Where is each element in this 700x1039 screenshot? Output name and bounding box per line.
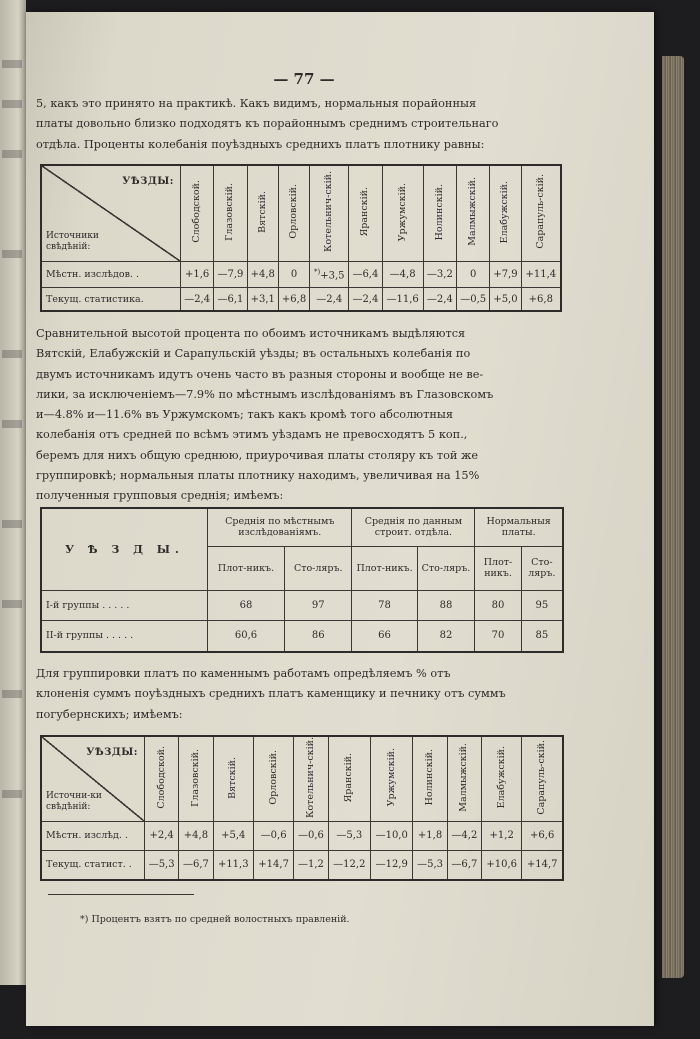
table-cell: —4,2 (447, 821, 481, 850)
table-cell: *)+3,5 (310, 261, 349, 288)
text-line: платы довольно близко подходятъ къ порайоннымъ среднимъ строительнаго (36, 117, 499, 131)
subcolumn-header: Плот-никъ. (208, 546, 285, 590)
table-cell: +2,4 (145, 821, 179, 850)
column-header: Нолинскій. (423, 165, 456, 261)
table-cell: 82 (417, 620, 475, 652)
column-header: Сарапуль-скій. (522, 736, 563, 821)
table-cell: —2,4 (423, 288, 456, 311)
column-header: Малмыжскій. (457, 165, 490, 261)
table-cell: +14,7 (253, 850, 293, 880)
table-cell: 80 (475, 590, 521, 620)
table-cell: +6,8 (521, 288, 561, 311)
table-cell: +1,8 (413, 821, 447, 850)
table-cell: —2,4 (349, 288, 382, 311)
column-header: Малмыжскій. (447, 736, 481, 821)
table-cell: +11,4 (521, 261, 561, 288)
table-cell: —5,3 (145, 850, 179, 880)
table-cell: —12,2 (328, 850, 370, 880)
column-header: Нолинскій. (413, 736, 447, 821)
column-header: Глазовскій. (179, 736, 213, 821)
text-line: Вятскій, Елабужскій и Сарапульскій уѣзды; въ остальныхъ колебанія по (36, 347, 471, 361)
table-cell: —6,7 (179, 850, 213, 880)
text-line: Для группировки платъ по каменнымъ работамъ опредѣляемъ % отъ (36, 667, 451, 680)
column-header: Вятскій. (213, 736, 253, 821)
table-row (41, 850, 563, 880)
column-header: Слободской. (181, 165, 214, 261)
table-cell: +1,6 (181, 261, 214, 288)
paragraph-stonework (36, 664, 564, 725)
group-header: Среднія по мѣстнымъ изслѣдованіямъ. (208, 508, 352, 546)
left-page-edge (0, 0, 26, 985)
table-cell: —6,4 (349, 261, 382, 288)
table-cell: 0 (457, 261, 490, 288)
column-header: Орловскій. (278, 165, 309, 261)
table-cell: 95 (521, 590, 563, 620)
page-number: — 77 — (273, 70, 335, 88)
table-cell: —11,6 (382, 288, 423, 311)
table-cell: +6,6 (522, 821, 563, 850)
column-header: Уржумскій. (371, 736, 413, 821)
column-header: Слободской. (145, 736, 179, 821)
corner-top-label: УѢЗДЫ: (122, 176, 174, 187)
table-cell: —4,8 (382, 261, 423, 288)
table-cell: +5,0 (490, 288, 521, 311)
subcolumn-header: Сто-ляръ. (285, 546, 352, 590)
column-header: Яранскій. (328, 736, 370, 821)
table-cell: —0,5 (457, 288, 490, 311)
row-label: II-й группы . . . . . (41, 620, 208, 652)
table-cell: —2,4 (310, 288, 349, 311)
table-row (41, 590, 563, 620)
group-header: Нормальныя платы. (475, 508, 563, 546)
column-header: Орловскій. (253, 736, 293, 821)
paragraph-comparison (36, 324, 564, 507)
text-line: клоненія суммъ поуѣздныхъ среднихъ платъ каменщику и печнику отъ суммъ (36, 687, 506, 701)
table-corner-header (41, 165, 181, 261)
table-cell: 85 (521, 620, 563, 652)
corner-bottom-label: Источни-ки свѣдѣній: (46, 790, 102, 812)
table-cell: —12,9 (371, 850, 413, 880)
row-label: Текущ. статистика. (41, 288, 181, 311)
table-cell: —5,3 (328, 821, 370, 850)
table-cell: —10,0 (371, 821, 413, 850)
text-line: Сравнительной высотой процента по обоимъ источникамъ выдѣляются (36, 327, 466, 340)
column-header: Котельнич-скій. (310, 165, 349, 261)
column-header: Яранскій. (349, 165, 382, 261)
footnote-rule (48, 894, 194, 895)
subcolumn-header: Сто-ляръ. (417, 546, 475, 590)
text-line: двумъ источникамъ идутъ очень часто въ разныя стороны и вообще не ве- (36, 367, 484, 381)
corner-top-label: УѢЗДЫ: (86, 747, 138, 758)
table-cell: —5,3 (413, 850, 447, 880)
column-header: Елабужскій. (482, 736, 522, 821)
table-cell: —6,7 (447, 850, 481, 880)
row-label: I-й группы . . . . . (41, 590, 208, 620)
table-cell: 97 (285, 590, 352, 620)
text-line: и—4.8% и—11.6% въ Уржумскомъ; такъ какъ кромѣ того абсолютныя (36, 408, 454, 422)
table-carpenter-percent (40, 164, 562, 312)
text-line: отдѣла. Проценты колебанія поуѣздныхъ среднихъ платъ плотнику равны: (36, 137, 485, 151)
column-header: Уржумскій. (382, 165, 423, 261)
table-cell: 60,6 (208, 620, 285, 652)
subcolumn-header: Сто-ляръ. (521, 546, 563, 590)
table-cell: +7,9 (490, 261, 521, 288)
table-cell: —2,4 (181, 288, 214, 311)
table-group-averages (40, 507, 564, 653)
table-cell: +1,2 (482, 821, 522, 850)
table-row (41, 620, 563, 652)
paragraph-intro (36, 94, 564, 155)
column-header: Сарапуль-скій. (521, 165, 561, 261)
table-cell: +5,4 (213, 821, 253, 850)
table-cell: —6,1 (214, 288, 247, 311)
row-label: Мѣстн. изслѣд. . (41, 821, 145, 850)
table-cell: +4,8 (247, 261, 278, 288)
footnote: *) Процентъ взятъ по средней волостныхъ правленій. (80, 914, 350, 925)
table-row (41, 288, 561, 311)
column-header: Глазовскій. (214, 165, 247, 261)
table-cell: 66 (352, 620, 417, 652)
column-header: Елабужскій. (490, 165, 521, 261)
text-line: полученныя групповыя среднія; имѣемъ: (36, 489, 284, 503)
text-line: группировкѣ; нормальныя платы плотнику находимъ, увеличивая на 15% (36, 469, 480, 483)
footnote-mark: *) (313, 267, 321, 276)
table-cell: +11,3 (213, 850, 253, 880)
table-cell: —3,2 (423, 261, 456, 288)
table-cell: 78 (352, 590, 417, 620)
book-page (26, 12, 654, 1026)
table-corner-header: У Ѣ З Д Ы. (41, 508, 208, 590)
table-cell: —7,9 (214, 261, 247, 288)
table-row (41, 821, 563, 850)
table-cell: +4,8 (179, 821, 213, 850)
table-cell: 0 (278, 261, 309, 288)
row-label: Мѣстн. изслѣдов. . (41, 261, 181, 288)
table-cell: —1,2 (294, 850, 328, 880)
table-mason-percent (40, 735, 564, 881)
book-page-stack-edge (662, 56, 684, 978)
row-label: Текущ. статист. . (41, 850, 145, 880)
table-corner-header (41, 736, 145, 821)
subcolumn-header: Плот-никъ. (352, 546, 417, 590)
subcolumn-header: Плот-никъ. (475, 546, 521, 590)
column-header: Вятскій. (247, 165, 278, 261)
text-line: лики, за исключеніемъ—7.9% по мѣстнымъ изслѣдованіямъ въ Глазовскомъ (36, 387, 494, 401)
table-cell: +3,1 (247, 288, 278, 311)
column-header: Котельнич-скій. (294, 736, 328, 821)
table-row (41, 261, 561, 288)
table-cell: 88 (417, 590, 475, 620)
table-cell: +14,7 (522, 850, 563, 880)
text-line: 5, какъ это принято на практикѣ. Какъ видимъ, нормальныя порайонныя (36, 97, 477, 110)
text-line: беремъ для нихъ общую среднюю, приурочивая платы столяру къ той же (36, 448, 479, 462)
table-cell: —0,6 (294, 821, 328, 850)
corner-bottom-label: Источники свѣдѣній: (46, 230, 99, 252)
table-cell: 86 (285, 620, 352, 652)
text-line: погубернскихъ; имѣемъ: (36, 707, 183, 721)
table-cell: +6,8 (278, 288, 309, 311)
table-cell: +10,6 (482, 850, 522, 880)
group-header: Среднія по данным строит. отдѣла. (352, 508, 475, 546)
table-cell: 70 (475, 620, 521, 652)
table-cell: —0,6 (253, 821, 293, 850)
table-cell: 68 (208, 590, 285, 620)
text-line: колебанія отъ средней по всѣмъ этимъ уѣздамъ не превосходятъ 5 коп., (36, 428, 468, 442)
